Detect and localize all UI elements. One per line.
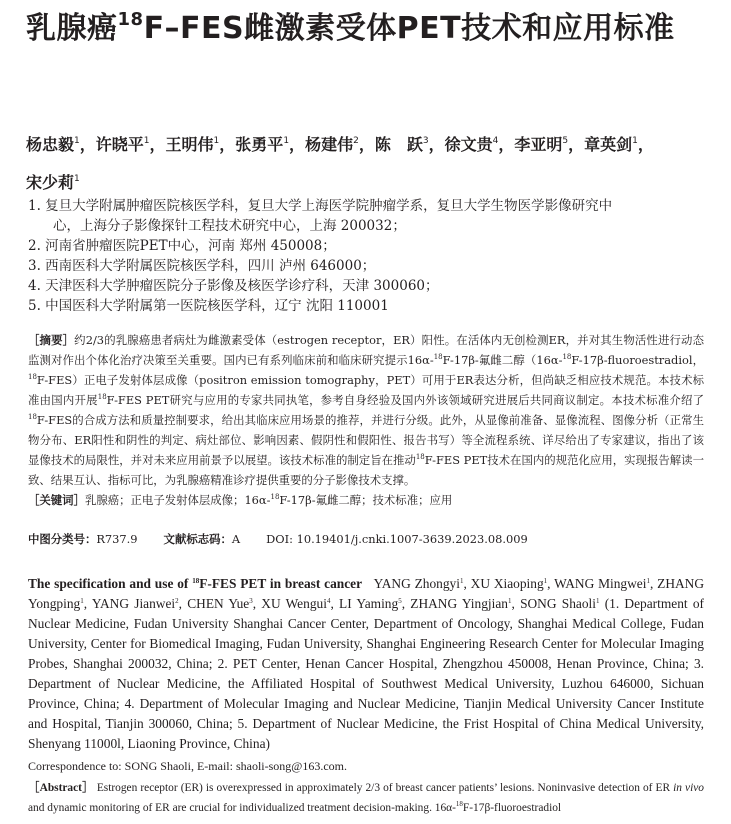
abstract-label: ［摘要］ xyxy=(28,333,75,347)
english-title-text: The specification and use of xyxy=(28,576,193,591)
english-author-affiliation-mark: 2 xyxy=(175,597,179,605)
author-name: 李亚明 xyxy=(514,135,563,154)
english-abstract-text: F-17β-fluoroestradiol xyxy=(462,802,562,814)
doi-link[interactable]: DOI: 10.19401/j.cnki.1007-3639.2023.08.009 xyxy=(266,532,528,546)
author-name: 章英剑 xyxy=(584,135,633,154)
english-author-affiliation-mark: 1 xyxy=(543,577,548,585)
author-name: 许晓平 xyxy=(95,135,144,154)
author-affiliation-mark: 5 xyxy=(562,136,569,146)
author-list: 杨忠毅$^1$，许晓平$^1$，王明伟$^1$，张勇平$^1$，杨建伟$^2$，陈 跃$^3$，徐文贵$^4$，李亚明$^5$，章英剑$^1$， 宋少莉$^1$ xyxy=(26,135,654,192)
affiliation-list xyxy=(28,196,718,316)
english-author-affiliation-mark: 1 xyxy=(507,597,512,605)
author-affiliation-mark: 2 xyxy=(353,136,359,146)
author-name: 徐文贵 xyxy=(444,135,493,154)
english-author-affiliation-mark: 1 xyxy=(80,597,84,605)
keywords-label: ［关键词］ xyxy=(28,493,85,507)
author-affiliation-mark: 1 xyxy=(143,136,150,146)
author-name: 杨建伟 xyxy=(305,135,354,154)
english-author-name: WANG Mingwei xyxy=(554,576,647,591)
english-header xyxy=(28,574,704,754)
keywords-text: F-17β-氟雌二醇；技术标准；应用 xyxy=(279,493,453,507)
author-affiliation-mark: 4 xyxy=(492,136,499,146)
english-abstract xyxy=(28,778,704,818)
abstract-text: 约2/3的乳腺癌患者病灶为雌激素受体（estrogen receptor，ER）阳性。在活体内无创检测ER，并对其生物活性进行动态监测对作出个体化治疗决策至关重要。国内已有系列临床前和临床研究提示16α- xyxy=(28,333,704,367)
abstract-text: F-FES）正电子发射体层成像（positron emission tomography，PET）可用于ER表达分析，但尚缺乏相应技术规范。本技术标准由国内开展 xyxy=(28,373,704,407)
doc-code-value: A xyxy=(231,532,241,546)
abstract-sup: 18 xyxy=(28,413,37,421)
chinese-abstract xyxy=(28,330,704,510)
affiliation-1-cont: 心，上海分子影像探针工程技术研究中心，上海 200032； xyxy=(53,218,406,234)
affiliation-5: 5. 中国医科大学附属第一医院核医学科，辽宁 沈阳 110001 xyxy=(28,298,389,314)
english-title-sup: 18 xyxy=(192,577,200,585)
author-name: 宋少莉 xyxy=(26,173,75,192)
abstract-sup: 18 xyxy=(433,353,443,361)
clc-value: R737.9 xyxy=(96,532,138,546)
keywords xyxy=(28,490,704,510)
english-affiliations: (1. Department of Nuclear Medicine, Fudan University Shanghai Cancer Center, Department of Oncology, Shanghai Medical College, Fudan University, Center for Biomedical Imaging, Fudan University, Shanghai Engineering Research Center for Molecular Imaging Probes, Shanghai 200032, China; 2. PET Center, Henan Cancer Hospital, Zhengzhou 450008, Henan Province, China; 3. Department of Nuclear Medicine, the Affiliated Hospital of Southwest Medical University, Luzhou 646000, Sichuan Province, China; 4. Department of Molecular Imaging and Nuclear Medicine, Tianjin Medical University Cancer Institute and Hospital, Tianjin 300060, China; 5. Department of Nuclear Medicine, the Frist Hospital of China Medical University, Shenyang 11000l, Liaoning Province, China) xyxy=(28,596,705,751)
author-name: 张勇平 xyxy=(235,135,284,154)
affiliation-1: 1. 复旦大学附属肿瘤医院核医学科，复旦大学上海医学院肿瘤学系，复旦大学生物医学影像研究中 xyxy=(28,198,613,214)
correspondence: Correspondence to: SONG Shaoli, E-mail: shaoli-song@163.com. xyxy=(28,759,348,773)
keywords-sup: 18 xyxy=(270,493,280,501)
english-author-name: SONG Shaoli xyxy=(520,596,596,611)
abstract-sup: 18 xyxy=(415,453,425,461)
affiliation-3: 3. 西南医科大学附属医院核医学科，四川 泸州 646000； xyxy=(28,258,376,274)
keywords-text: 乳腺癌；正电子发射体层成像；16α- xyxy=(84,493,271,507)
english-abstract-text: and dynamic monitoring of ER are crucial for individualized treatment decision-making. 16α- xyxy=(28,802,456,814)
english-author-affiliation-mark: 4 xyxy=(326,597,331,605)
english-abstract-label: ［Abstract］ xyxy=(28,782,94,794)
title-superscript: 18 xyxy=(117,9,144,30)
english-author-affiliation-mark: 1 xyxy=(595,597,600,605)
paper-title xyxy=(26,8,716,50)
english-abstract-text: Estrogen receptor (ER) is overexpressed in approximately 2/3 of breast cancer patients’ lesions. Noninvasive detection of ER xyxy=(96,782,674,794)
english-author-name: YANG Jianwei xyxy=(91,596,176,611)
abstract-text: F-17β-fluoroestradiol， xyxy=(571,353,704,367)
english-abstract-italic: in vivo xyxy=(673,782,704,794)
author-affiliation-mark: 1 xyxy=(283,136,290,146)
english-author-affiliation-mark: 5 xyxy=(398,597,402,605)
english-author-name: ZHANG Yingjian xyxy=(410,596,508,611)
english-abstract-sup: 18 xyxy=(455,800,463,808)
english-author-name: CHEN Yue xyxy=(187,596,250,611)
abstract-sup: 18 xyxy=(28,373,37,381)
english-author-affiliation-mark: 1 xyxy=(459,577,464,585)
clc-label: 中图分类号： xyxy=(28,532,97,546)
author-name: 陈 跃 xyxy=(374,135,423,154)
author-affiliation-mark: 1 xyxy=(74,136,80,146)
english-title-text: F-FES PET in breast cancer xyxy=(199,576,363,591)
affiliation-4: 4. 天津医科大学肿瘤医院分子影像及核医学诊疗科，天津 300060； xyxy=(28,278,439,294)
title-text-2: F–FES雌激素受体PET技术和应用标准 xyxy=(143,11,675,46)
author-affiliation-mark: 1 xyxy=(632,136,638,146)
affiliation-2: 2. 河南省肿瘤医院PET中心，河南 郑州 450008； xyxy=(28,238,336,254)
abstract-text: F-FES PET研究与应用的专家共同执笔，参考自身经验及国内外该领域研究进展后共同商议制定。本技术标准介绍了 xyxy=(106,393,704,407)
english-author-name: XU Xiaoping xyxy=(470,576,544,591)
abstract-text: F-FES PET技术在国内的规范化应用，实现报告解读一致、结果互认、指标可比，为乳腺癌精准诊疗提供重要的分子影像技术支撑。 xyxy=(28,453,704,487)
classification-line xyxy=(28,531,528,547)
author-name: 杨忠毅 xyxy=(26,135,75,154)
english-author-affiliation-mark: 1 xyxy=(646,577,650,585)
abstract-sup: 18 xyxy=(97,393,107,401)
abstract-text: F-17β-氟雌二醇（16α- xyxy=(442,353,563,367)
doc-code-label: 文献标志码： xyxy=(163,532,232,546)
title-text-1: 乳腺癌 xyxy=(26,11,118,46)
english-author-affiliation-mark: 3 xyxy=(249,597,253,605)
english-author-name: LI Yaming xyxy=(339,596,399,611)
english-authors: YANG Zhongyi$^1$, XU Xiaoping$^1$, WANG Mingwei$^1$, ZHANG Yongping$^1$, YANG Jianwei$^2$, CHEN Yue$^3$, XU Wengui$^4$, LI Yaming$^5$, ZHANG Yingjian$^1$, SONG Shaoli$^1$ xyxy=(28,576,705,611)
author-name: 王明伟 xyxy=(165,135,214,154)
english-title xyxy=(28,576,362,591)
author-affiliation-mark: 1 xyxy=(74,174,80,184)
english-author-name: XU Wengui xyxy=(261,596,327,611)
abstract-text: F-FES的合成方法和质量控制要求，给出其临床应用场景的推荐，并进行分级。此外，从显像前准备、显像流程、图像分析（正常生物分布、ER阳性和阴性的判定、病灶部位、影响因素、假阴性和假阳性、报告书写）等全流程系统、详尽给出了专家建议，指出了该显像技术的局限性，并对未来应用前景予以展望。该技术标准的制定旨在推动 xyxy=(28,413,704,467)
author-affiliation-mark: 1 xyxy=(213,136,220,146)
english-author-name: YANG Zhongyi xyxy=(373,576,460,591)
author-affiliation-mark: 3 xyxy=(422,136,429,146)
english-author-name: ZHANG Yongping xyxy=(28,576,705,611)
abstract-sup: 18 xyxy=(562,353,572,361)
